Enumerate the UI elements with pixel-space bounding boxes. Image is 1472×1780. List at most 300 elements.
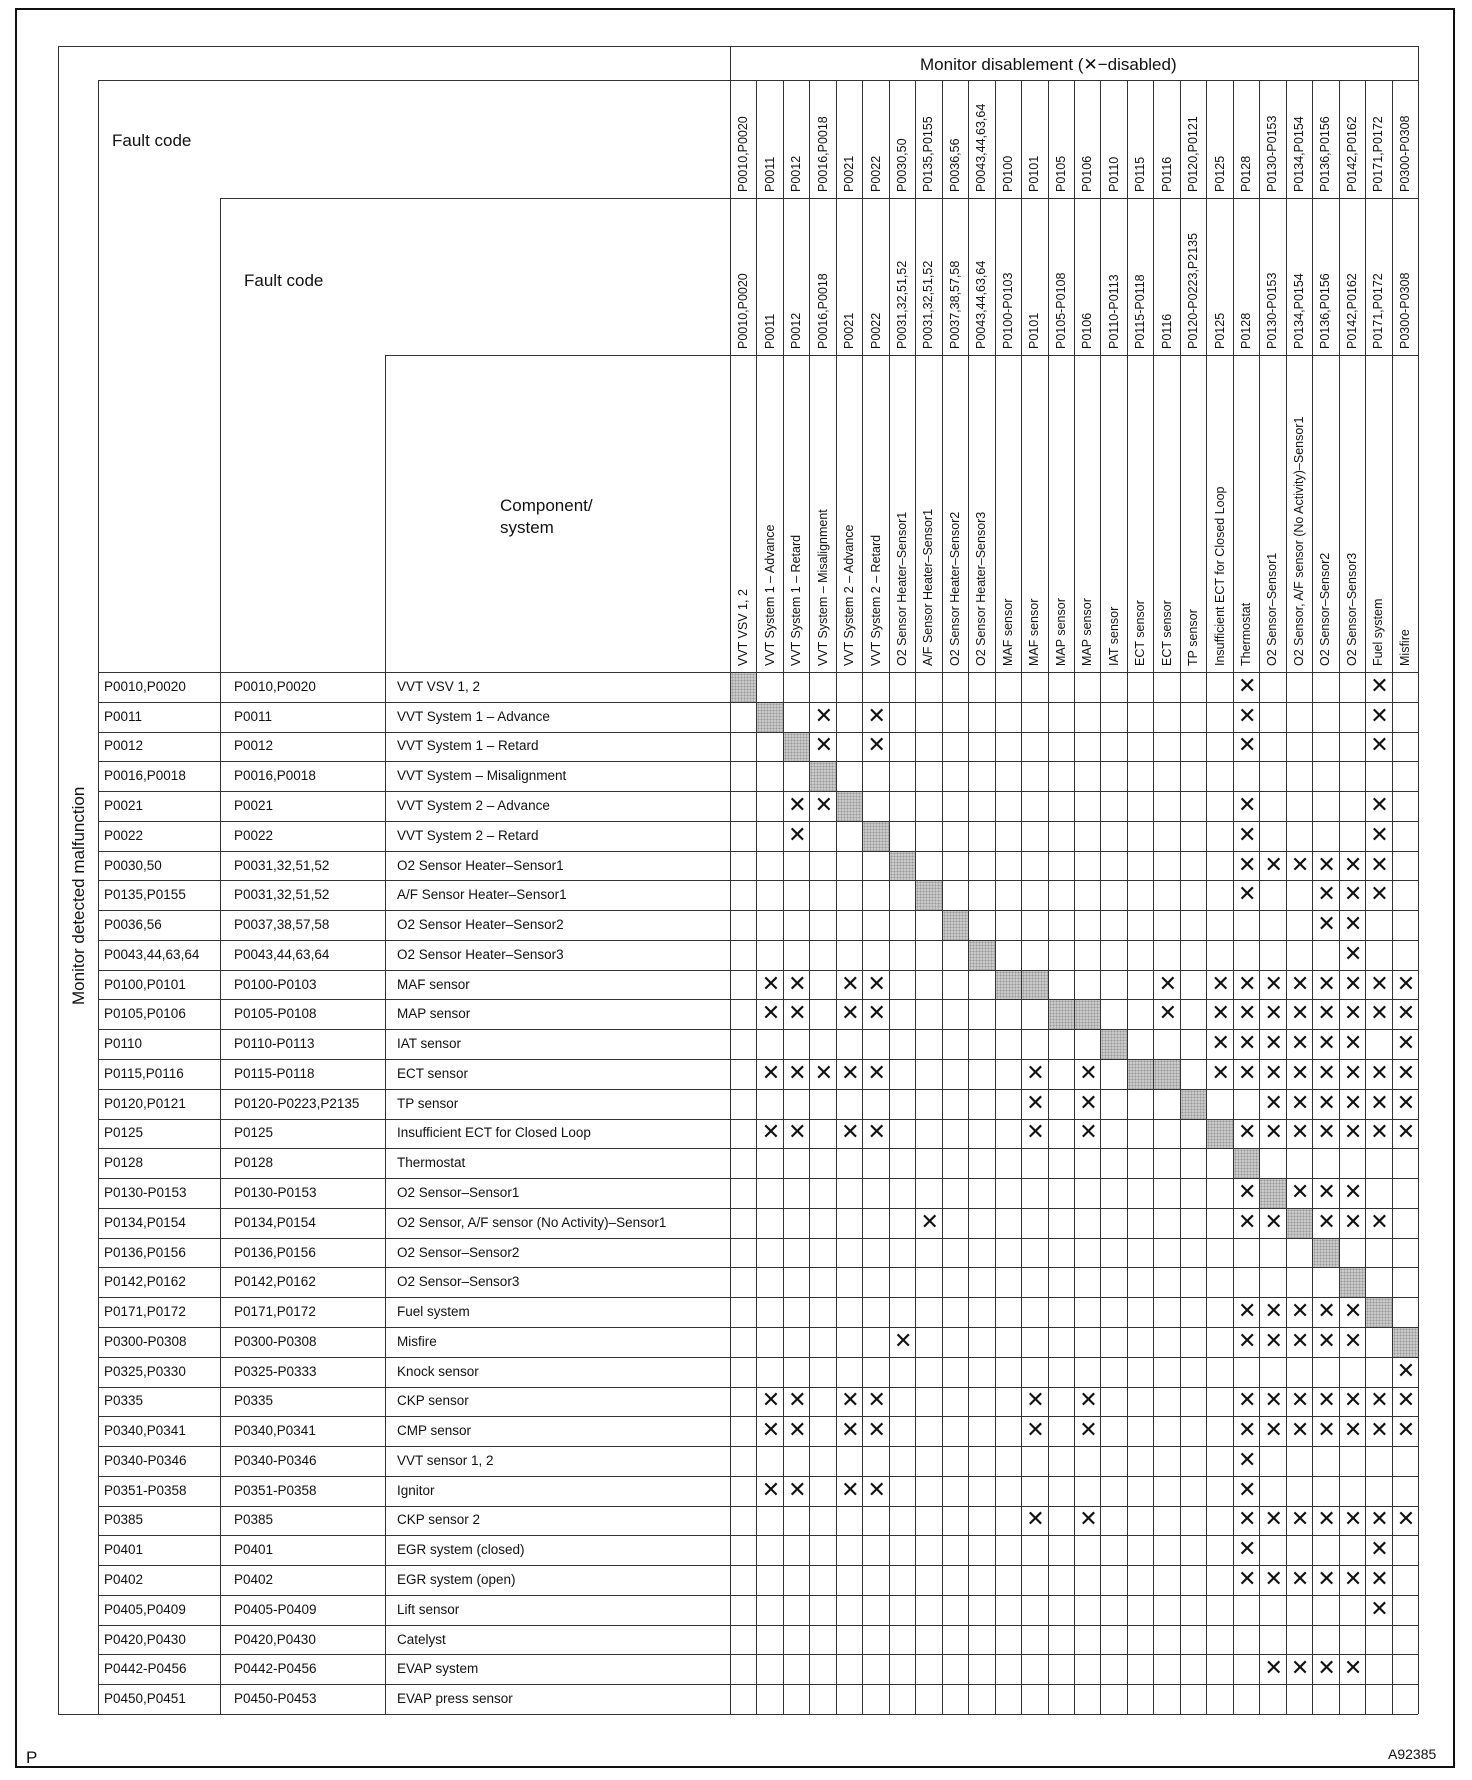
fault-code-header-top: Fault code: [112, 131, 192, 150]
row-dtc: P0037,38,57,58: [234, 917, 330, 933]
grid-line: [1021, 80, 1022, 1714]
disabled-mark: ✕: [1264, 971, 1283, 997]
grid-line: [1180, 80, 1181, 1714]
row-dtc: P0010,P0020: [234, 678, 316, 694]
row-line: [98, 791, 1418, 792]
disabled-mark: ✕: [761, 1418, 781, 1444]
disabled-mark: ✕: [761, 971, 781, 997]
disabled-mark: ✕: [1370, 1418, 1389, 1444]
self-monitor-cell: [890, 852, 915, 881]
column-code: P0130-P0153: [1265, 115, 1280, 192]
disabled-mark: ✕: [1370, 852, 1389, 878]
grid-line: [1100, 80, 1101, 1714]
column-dtc: P0021: [842, 312, 857, 349]
self-monitor-cell: [1181, 1090, 1206, 1119]
row-line: [98, 1506, 1418, 1507]
row-dtc: P0442-P0456: [234, 1661, 317, 1677]
self-monitor-cell: [1313, 1239, 1338, 1268]
disabled-mark: ✕: [1211, 971, 1230, 997]
row-fault-code: P0340,P0341: [104, 1423, 186, 1439]
disabled-mark: ✕: [1396, 1388, 1416, 1414]
disabled-mark: ✕: [1026, 1060, 1045, 1086]
row-fault-code: P0300-P0308: [104, 1333, 187, 1349]
column-code: P0128: [1239, 155, 1253, 192]
row-fault-code: P0335: [104, 1393, 144, 1409]
disabled-mark: ✕: [1343, 1209, 1363, 1235]
disabled-mark: ✕: [1370, 1596, 1389, 1622]
grid-line: [995, 80, 996, 1714]
disabled-mark: ✕: [1370, 822, 1389, 848]
column-system-name: VVT System – Misalignment: [815, 509, 830, 666]
column-code: P0100: [1000, 155, 1015, 192]
disabled-mark: ✕: [1370, 792, 1389, 818]
row-line: [98, 1178, 1418, 1179]
disabled-mark: ✕: [1317, 1180, 1336, 1205]
disabled-mark: ✕: [1370, 1060, 1389, 1086]
disabled-mark: ✕: [1317, 912, 1336, 938]
disabled-mark: ✕: [1343, 1060, 1363, 1086]
row-system: IAT sensor: [397, 1036, 462, 1052]
row-system: CMP sensor: [397, 1423, 472, 1439]
row-system: EGR system (closed): [397, 1542, 525, 1558]
row-fault-code: P0385: [104, 1512, 144, 1528]
column-system-name: Insufficient ECT for Closed Loop: [1212, 486, 1227, 666]
disabled-mark: ✕: [1370, 1388, 1389, 1414]
column-code: P0021: [842, 155, 857, 192]
disabled-mark: ✕: [788, 1418, 807, 1444]
row-dtc: P0401: [234, 1542, 274, 1558]
self-monitor-cell: [757, 703, 782, 732]
disabled-mark: ✕: [1343, 1090, 1363, 1116]
grid-line: [1127, 80, 1128, 1714]
disabled-mark: ✕: [1317, 1209, 1336, 1235]
row-dtc: P0120-P0223,P2135: [234, 1095, 360, 1111]
column-dtc: P0106: [1080, 312, 1095, 349]
disabled-mark: ✕: [1317, 1120, 1336, 1146]
self-monitor-cell: [863, 822, 888, 851]
disabled-mark: ✕: [1370, 673, 1389, 699]
column-dtc: P0037,38,57,58: [947, 260, 962, 349]
row-dtc: P0031,32,51,52: [234, 857, 330, 873]
disabled-mark: ✕: [1317, 1567, 1336, 1593]
row-system: Misfire: [397, 1333, 437, 1349]
disabled-mark: ✕: [1343, 1120, 1363, 1146]
row-system: VVT VSV 1, 2: [397, 678, 481, 694]
disabled-mark: ✕: [1396, 1507, 1416, 1533]
disabled-mark: ✕: [1290, 1180, 1310, 1205]
disabled-mark: ✕: [1317, 1031, 1336, 1057]
row-dtc: P0128: [234, 1155, 274, 1171]
disabled-mark: ✕: [1370, 1567, 1389, 1593]
disabled-mark: ✕: [1317, 1001, 1336, 1027]
disabled-mark: ✕: [1317, 852, 1336, 878]
column-dtc: P0130-P0153: [1265, 272, 1280, 349]
row-dtc: P0043,44,63,64: [234, 946, 330, 962]
disabled-mark: ✕: [1264, 1388, 1283, 1414]
column-dtc: P0022: [868, 312, 883, 349]
disabled-mark: ✕: [1343, 1418, 1363, 1444]
row-system: EVAP system: [397, 1661, 479, 1677]
column-system-name: ECT sensor: [1133, 600, 1148, 666]
disabled-mark: ✕: [867, 1418, 886, 1444]
grid-line: [809, 80, 810, 1714]
disabled-mark: ✕: [1290, 852, 1310, 878]
row-dtc: P0340,P0341: [234, 1423, 316, 1439]
self-monitor-cell: [1049, 1000, 1074, 1029]
row-dtc: P0110-P0113: [234, 1036, 315, 1052]
row-fault-code: P0125: [104, 1125, 144, 1141]
column-system-name: VVT VSV 1, 2: [736, 589, 751, 666]
disabled-mark: ✕: [1317, 1090, 1336, 1116]
row-fault-code: P0405,P0409: [104, 1601, 186, 1617]
disabled-mark: ✕: [1396, 1001, 1416, 1027]
disabled-mark: ✕: [1396, 1090, 1416, 1116]
row-dtc: P0450-P0453: [234, 1691, 317, 1707]
row-dtc: P0130-P0153: [234, 1185, 317, 1200]
row-system: VVT System 2 – Retard: [397, 827, 539, 843]
row-fault-code: P0012: [104, 738, 144, 754]
column-code: P0012: [789, 155, 804, 192]
row-line: [98, 761, 1418, 762]
table-left-border: [58, 46, 59, 1714]
self-monitor-cell: [1075, 1000, 1100, 1029]
row-fault-code: P0010,P0020: [104, 678, 186, 694]
row-dtc: P0021: [234, 797, 274, 813]
disabled-mark: ✕: [1264, 1209, 1283, 1235]
row-dtc: P0125: [234, 1125, 274, 1141]
column-system-name: Thermostat: [1239, 602, 1253, 666]
disabled-mark: ✕: [1290, 971, 1310, 997]
disabled-mark: ✕: [841, 1477, 860, 1503]
column-dtc: P0031,32,51,52: [921, 260, 936, 349]
row-dtc: P0105-P0108: [234, 1006, 317, 1022]
disabled-mark: ✕: [1396, 1418, 1416, 1444]
row-dtc: P0335: [234, 1393, 274, 1409]
disabled-mark: ✕: [1370, 733, 1389, 759]
disabled-mark: ✕: [1238, 1328, 1257, 1354]
disabled-mark: ✕: [1264, 1060, 1283, 1086]
row-fault-code: P0450,P0451: [104, 1691, 186, 1707]
self-monitor-cell: [731, 673, 756, 702]
column-dtc: P0116: [1159, 313, 1174, 349]
disabled-mark: ✕: [1264, 1507, 1283, 1533]
disabled-mark: ✕: [1343, 1299, 1363, 1325]
disabled-mark: ✕: [1264, 1656, 1283, 1682]
row-line: [98, 1387, 1418, 1388]
row-system: Thermostat: [397, 1155, 466, 1171]
column-dtc: P0016,P0018: [815, 273, 830, 349]
row-fault-code: P0136,P0156: [104, 1244, 186, 1260]
row-system: O2 Sensor Heater–Sensor3: [397, 946, 564, 962]
disabled-mark: ✕: [1343, 882, 1363, 908]
disabled-mark: ✕: [814, 733, 834, 759]
disabled-mark: ✕: [1026, 1418, 1045, 1444]
disabled-mark: ✕: [1290, 1299, 1310, 1325]
corner-letter: P: [26, 1748, 38, 1767]
disabled-mark: ✕: [920, 1209, 939, 1235]
row-fault-code: P0401: [104, 1542, 144, 1558]
column-code: P0010,P0020: [736, 116, 751, 192]
row-system: A/F Sensor Heater–Sensor1: [397, 887, 567, 903]
disabled-mark: ✕: [1264, 852, 1283, 878]
row-line: [98, 970, 1418, 971]
row-line: [98, 1684, 1418, 1685]
column-system-name: TP sensor: [1186, 609, 1201, 666]
disabled-mark: ✕: [1238, 1001, 1257, 1027]
grid-line: [1074, 80, 1075, 1714]
column-system-name: MAP sensor: [1080, 598, 1095, 666]
self-monitor-cell: [1340, 1268, 1365, 1297]
column-code: P0134,P0154: [1291, 116, 1306, 192]
disabled-mark: ✕: [1264, 1567, 1283, 1593]
grid-line: [889, 80, 890, 1714]
disabled-mark: ✕: [1317, 1418, 1336, 1444]
disabled-mark: ✕: [1317, 971, 1336, 997]
row-dtc: P0134,P0154: [234, 1214, 316, 1230]
disabled-mark: ✕: [788, 1001, 807, 1027]
disabled-mark: ✕: [1317, 1388, 1336, 1414]
row-dtc: P0100-P0103: [234, 976, 317, 992]
column-dtc: P0031,32,51,52: [895, 260, 909, 349]
row-fault-code: P0043,44,63,64: [104, 946, 200, 962]
column-dtc: P0134,P0154: [1291, 273, 1306, 349]
row-dtc: P0385: [234, 1512, 274, 1528]
component-system-header: Component/ system: [500, 496, 593, 538]
disabled-mark: ✕: [1290, 1656, 1310, 1682]
grid-line: [1339, 80, 1340, 1714]
column-system-name: O2 Sensor, A/F sensor (No Activity)–Sensor1: [1291, 416, 1306, 666]
column-dtc: P0105-P0108: [1053, 272, 1068, 349]
column-code: P0116: [1159, 156, 1174, 192]
disabled-mark: ✕: [1370, 971, 1389, 997]
column-code: P0171,P0172: [1371, 116, 1386, 192]
disabled-mark: ✕: [1343, 1180, 1363, 1205]
grid-line: [220, 198, 1418, 199]
row-system: VVT System 1 – Advance: [397, 708, 550, 724]
row-dtc: P0115-P0118: [234, 1065, 315, 1081]
row-fault-code: P0134,P0154: [104, 1214, 186, 1230]
row-dtc: P0340-P0346: [234, 1452, 317, 1468]
column-dtc: P0142,P0162: [1344, 273, 1359, 349]
disabled-mark: ✕: [788, 792, 807, 818]
column-system-name: IAT sensor: [1106, 606, 1121, 666]
row-system: VVT sensor 1, 2: [397, 1452, 494, 1468]
monitor-disablement-heading: Monitor disablement (✕−disabled): [920, 55, 1177, 74]
row-line: [98, 1654, 1418, 1655]
row-line: [98, 1238, 1418, 1239]
column-code: P0110: [1106, 156, 1121, 192]
disabled-mark: ✕: [867, 1060, 886, 1086]
column-code: P0036,56: [947, 138, 962, 192]
column-code: P0043,44,63,64: [974, 103, 989, 192]
row-system: TP sensor: [397, 1095, 459, 1111]
column-code: P0136,P0156: [1318, 116, 1333, 192]
row-fault-code: P0022: [104, 827, 144, 843]
row-system: Lift sensor: [397, 1601, 460, 1617]
row-fault-code: P0110: [104, 1036, 143, 1052]
disabled-mark: ✕: [1370, 1537, 1389, 1563]
row-line: [98, 1208, 1418, 1209]
row-system: O2 Sensor–Sensor2: [397, 1244, 520, 1260]
row-system: MAF sensor: [397, 976, 470, 992]
disabled-mark: ✕: [841, 1388, 860, 1414]
self-monitor-cell: [1101, 1030, 1126, 1059]
disabled-mark: ✕: [1290, 1060, 1310, 1086]
row-system: ECT sensor: [397, 1065, 469, 1081]
disabled-mark: ✕: [1317, 1507, 1336, 1533]
disabled-mark: ✕: [1343, 941, 1363, 967]
disabled-mark: ✕: [867, 733, 886, 759]
row-system: Insufficient ECT for Closed Loop: [397, 1125, 591, 1141]
row-dtc: P0022: [234, 827, 274, 843]
row-line: [98, 1595, 1418, 1596]
self-monitor-cell: [1393, 1328, 1418, 1357]
column-code: P0011: [762, 156, 777, 192]
disabled-mark: ✕: [788, 971, 807, 997]
column-dtc: P0136,P0156: [1318, 273, 1333, 349]
column-dtc: P0300-P0308: [1397, 272, 1412, 349]
disabled-mark: ✕: [1264, 1001, 1283, 1027]
grid-line: [836, 80, 837, 1714]
row-line: [98, 1148, 1418, 1149]
disabled-mark: ✕: [814, 1060, 834, 1086]
disabled-mark: ✕: [1026, 1120, 1045, 1146]
fault-code-header-inner: Fault code: [244, 271, 324, 290]
disabled-mark: ✕: [1238, 822, 1257, 848]
column-dtc: P0100-P0103: [1000, 272, 1015, 349]
row-system: O2 Sensor Heater–Sensor2: [397, 917, 564, 933]
disabled-mark: ✕: [1211, 1060, 1230, 1086]
row-line: [98, 1267, 1418, 1268]
column-system-name: O2 Sensor Heater–Sensor3: [974, 511, 989, 666]
grid-line: [1392, 80, 1393, 1714]
column-system-name: ECT sensor: [1159, 600, 1174, 666]
row-fault-code: P0105,P0106: [104, 1006, 186, 1022]
column-dtc: P0120-P0223,P2135: [1186, 232, 1201, 349]
row-line: [98, 1446, 1418, 1447]
grid-line: [968, 80, 969, 1714]
self-monitor-cell: [943, 911, 968, 940]
column-dtc: P0010,P0020: [736, 273, 751, 349]
row-line: [98, 1029, 1418, 1030]
row-fault-code: P0340-P0346: [104, 1452, 187, 1468]
row-dtc: P0016,P0018: [234, 768, 316, 784]
self-monitor-cell: [969, 941, 994, 970]
self-monitor-cell: [837, 792, 862, 821]
column-system-name: MAF sensor: [1000, 598, 1015, 666]
disabled-mark: ✕: [1396, 1120, 1416, 1146]
disabled-mark: ✕: [1238, 1299, 1257, 1325]
disabled-mark: ✕: [788, 1477, 807, 1503]
row-system: O2 Sensor–Sensor3: [397, 1274, 520, 1290]
grid-line: [1286, 80, 1287, 1714]
column-code: P0142,P0162: [1344, 116, 1359, 192]
self-monitor-cell: [784, 733, 809, 762]
row-fault-code: P0442-P0456: [104, 1661, 187, 1677]
grid-line: [1233, 80, 1234, 1714]
column-code: P0125: [1212, 155, 1227, 192]
disabled-mark: ✕: [1238, 882, 1257, 908]
disabled-mark: ✕: [761, 1001, 781, 1027]
grid-line: [1259, 80, 1260, 1714]
column-dtc: P0128: [1239, 312, 1253, 349]
column-dtc: P0101: [1027, 312, 1042, 349]
disabled-mark: ✕: [814, 792, 834, 818]
column-code: P0030,50: [895, 138, 909, 192]
disabled-mark: ✕: [1238, 1477, 1257, 1503]
disabled-mark: ✕: [1238, 1447, 1257, 1473]
row-dtc: P0012: [234, 738, 274, 754]
self-monitor-cell: [1207, 1120, 1232, 1149]
disabled-mark: ✕: [1290, 1328, 1310, 1354]
row-line: [98, 1565, 1418, 1566]
disabled-mark: ✕: [1290, 1567, 1310, 1593]
row-system: CKP sensor: [397, 1393, 469, 1409]
row-line: [98, 1625, 1418, 1626]
disabled-mark: ✕: [1370, 1001, 1389, 1027]
grid-line: [1206, 80, 1207, 1714]
row-dtc: P0325-P0333: [234, 1363, 317, 1379]
disabled-mark: ✕: [1264, 1090, 1283, 1116]
row-fault-code: P0420,P0430: [104, 1631, 186, 1647]
row-system: MAP sensor: [397, 1006, 471, 1022]
disabled-mark: ✕: [1343, 1656, 1363, 1682]
row-line: [98, 1327, 1418, 1328]
row-line: [98, 1357, 1418, 1358]
row-line: [98, 940, 1418, 941]
row-system: Knock sensor: [397, 1363, 479, 1379]
column-code: P0101: [1027, 155, 1042, 192]
disabled-mark: ✕: [1211, 1031, 1230, 1057]
column-code: P0135,P0155: [921, 116, 936, 192]
disabled-mark: ✕: [1317, 1656, 1336, 1682]
disabled-mark: ✕: [1264, 1418, 1283, 1444]
row-fault-code: P0402: [104, 1572, 144, 1588]
disabled-mark: ✕: [1396, 1060, 1416, 1086]
row-dtc: P0405-P0409: [234, 1601, 317, 1617]
row-fault-code: P0130-P0153: [104, 1185, 187, 1200]
row-fault-code: P0036,56: [104, 917, 162, 933]
row-fault-code: P0011: [104, 708, 143, 724]
row-fault-code: P0120,P0121: [104, 1095, 186, 1111]
figure-id: A92385: [1388, 1746, 1437, 1762]
disabled-mark: ✕: [1370, 882, 1389, 908]
row-dtc: P0420,P0430: [234, 1631, 316, 1647]
column-system-name: O2 Sensor–Sensor2: [1318, 552, 1333, 666]
grid-line: [1153, 80, 1154, 1714]
column-system-name: Fuel system: [1371, 598, 1386, 666]
column-system-name: VVT System 1 – Advance: [762, 524, 777, 666]
row-dtc: P0031,32,51,52: [234, 887, 330, 903]
column-code: P0300-P0308: [1397, 115, 1412, 192]
grid-line: [942, 80, 943, 1714]
grid-line: [756, 80, 757, 1714]
self-monitor-cell: [916, 881, 941, 910]
grid-line: [1312, 80, 1313, 1714]
disabled-mark: ✕: [1343, 1388, 1363, 1414]
disabled-mark: ✕: [841, 971, 860, 997]
column-system-name: O2 Sensor Heater–Sensor1: [895, 511, 909, 666]
column-system-name: VVT System 2 – Retard: [868, 534, 883, 666]
row-fault-code: P0142,P0162: [104, 1274, 186, 1290]
row-dtc: P0136,P0156: [234, 1244, 316, 1260]
disabled-mark: ✕: [761, 1060, 781, 1086]
disabled-mark: ✕: [1396, 971, 1416, 997]
disabled-mark: ✕: [788, 822, 807, 848]
row-line: [98, 1297, 1418, 1298]
self-monitor-cell: [1154, 1060, 1179, 1089]
self-monitor-cell: [1287, 1209, 1312, 1238]
